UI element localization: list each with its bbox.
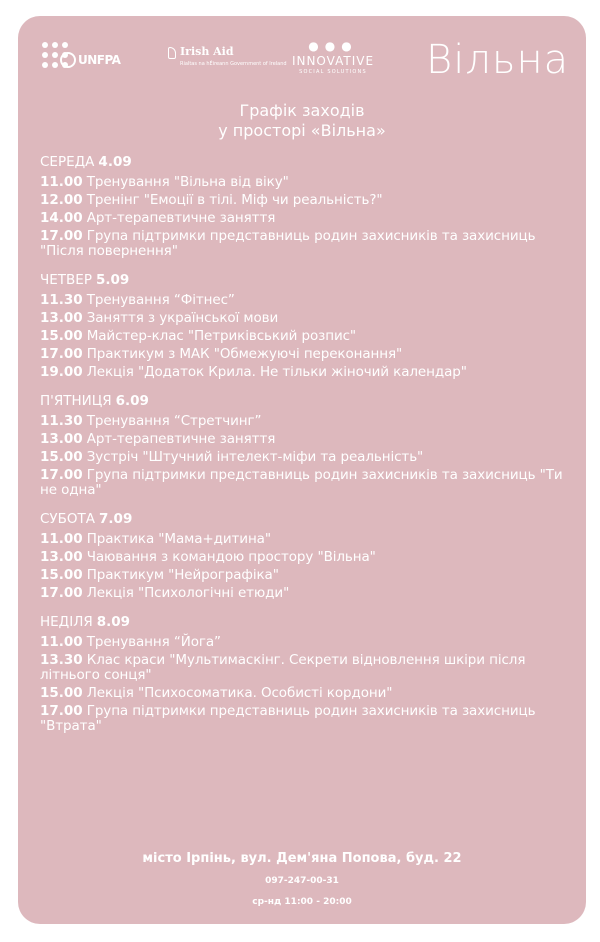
day-name: П'ЯТНИЦЯ: [40, 393, 112, 409]
event-description: Практика "Мама+дитина": [86, 531, 271, 547]
phone-number: 097-247-00-31: [265, 876, 339, 886]
day-name: СЕРЕДА: [40, 154, 95, 170]
event-item: [40, 635, 580, 650]
event-item: [40, 532, 580, 547]
event-time: 11.00: [40, 531, 83, 547]
event-description: Тренування “Фітнес”: [86, 292, 235, 308]
event-time: 11.30: [40, 413, 83, 429]
day-heading: [40, 153, 580, 171]
event-description: Арт-терапевтичне заняття: [86, 431, 276, 447]
event-description: Практикум з МАК "Обмежуючі переконання": [86, 346, 403, 362]
event-time: 15.00: [40, 685, 83, 701]
event-item: [40, 347, 580, 362]
event-time: 15.00: [40, 449, 83, 465]
day-name: НЕДІЛЯ: [40, 614, 93, 630]
event-time: 17.00: [40, 703, 83, 719]
event-item: [40, 365, 580, 380]
event-description: Група підтримки представниць родин захисників та захисниць "Ти не одна": [40, 467, 563, 498]
innovative-subtitle: SOCIAL SOLUTIONS: [299, 69, 367, 75]
address-text: місто Ірпінь, вул. Дем'яна Попова, буд. 22: [142, 851, 462, 866]
event-item: [40, 175, 580, 190]
harp-icon: [168, 47, 176, 59]
un-emblem-icon: [60, 52, 76, 68]
day-date: 5.09: [95, 272, 130, 288]
event-description: Чаювання з командою простору "Вільна": [86, 549, 376, 565]
event-item: [40, 229, 580, 259]
unfpa-logo: UNFPA: [78, 53, 121, 67]
event-item: [40, 450, 580, 465]
day-date: 7.09: [99, 511, 133, 527]
event-item: [40, 686, 580, 701]
event-description: Група підтримки представниць родин захисників та захисниць "Втрата": [40, 703, 536, 734]
day-heading: [40, 392, 580, 410]
day-block: [40, 153, 580, 259]
event-time: 15.00: [40, 567, 83, 583]
event-time: 13.00: [40, 310, 83, 326]
event-time: 13.00: [40, 431, 83, 447]
event-time: 19.00: [40, 364, 83, 380]
brand-logo: Вільна: [426, 37, 570, 83]
event-item: [40, 193, 580, 208]
event-description: Лекція "Додаток Крила. Не тільки жіночий календар": [86, 364, 467, 380]
event-time: 11.00: [40, 634, 83, 650]
logo-bar: [18, 16, 586, 86]
innovative-logo: [283, 40, 383, 76]
event-description: Лекція "Психосоматика. Особисті кордони": [86, 685, 393, 701]
day-block: [40, 392, 580, 498]
event-time: 11.30: [40, 292, 83, 308]
event-description: Практикум "Нейрографіка": [86, 567, 279, 583]
event-item: [40, 432, 580, 447]
event-item: [40, 211, 580, 226]
event-description: Тренінг "Емоції в тілі. Міф чи реальність?": [86, 192, 383, 208]
event-description: Зустріч "Штучний інтелект-міфи та реальність": [86, 449, 424, 465]
event-time: 13.30: [40, 652, 83, 668]
event-item: [40, 586, 580, 601]
event-time: 17.00: [40, 228, 83, 244]
event-item: [40, 293, 580, 308]
day-date: 4.09: [98, 154, 132, 170]
irish-aid-title: Irish Aid: [180, 45, 234, 58]
event-time: 17.00: [40, 467, 83, 483]
irish-aid-subtitle: Rialtas na hÉireann Government of Ireland: [180, 61, 287, 67]
event-description: Тренування “Йога”: [86, 634, 221, 650]
day-heading: [40, 613, 580, 631]
day-date: 6.09: [115, 393, 149, 409]
day-heading: [40, 271, 580, 289]
schedule: [40, 153, 580, 746]
day-heading: [40, 510, 580, 528]
event-description: Тренування "Вільна від віку": [86, 174, 289, 190]
event-item: [40, 704, 580, 734]
dots-icon: ●●●: [308, 39, 358, 53]
event-description: Лекція "Психологічні етюди": [86, 585, 290, 601]
event-description: Арт-терапевтичне заняття: [86, 210, 276, 226]
event-description: Заняття з української мови: [86, 310, 279, 326]
page-title: [18, 101, 586, 141]
event-item: [40, 468, 580, 498]
event-time: 17.00: [40, 585, 83, 601]
opening-hours: ср-нд 11:00 - 20:00: [252, 897, 352, 907]
day-date: 8.09: [96, 614, 131, 630]
event-item: [40, 414, 580, 429]
day-block: [40, 613, 580, 734]
event-item: [40, 653, 580, 683]
day-block: [40, 510, 580, 601]
event-time: 11.00: [40, 174, 83, 190]
title-line-1: Графік заходів: [239, 101, 365, 120]
event-item: [40, 550, 580, 565]
event-time: 13.00: [40, 549, 83, 565]
event-description: Тренування “Стретчинг”: [86, 413, 262, 429]
innovative-title: INNOVATIVE: [291, 54, 375, 68]
poster-card: [18, 16, 586, 924]
event-item: [40, 568, 580, 583]
event-time: 17.00: [40, 346, 83, 362]
event-item: [40, 329, 580, 344]
event-time: 15.00: [40, 328, 83, 344]
event-item: [40, 311, 580, 326]
event-time: 14.00: [40, 210, 83, 226]
event-description: Група підтримки представниць родин захисників та захисниць "Після повернення": [40, 228, 536, 259]
day-name: ЧЕТВЕР: [40, 272, 92, 288]
day-block: [40, 271, 580, 380]
day-name: СУБОТА: [40, 511, 96, 527]
event-description: Майстер-клас "Петриківський розпис": [86, 328, 357, 344]
event-time: 12.00: [40, 192, 83, 208]
event-description: Клас краси "Мультимаскінг. Секрети відновлення шкіри після літнього сонця": [40, 652, 526, 683]
title-line-2: у просторі «Вільна»: [218, 121, 386, 140]
